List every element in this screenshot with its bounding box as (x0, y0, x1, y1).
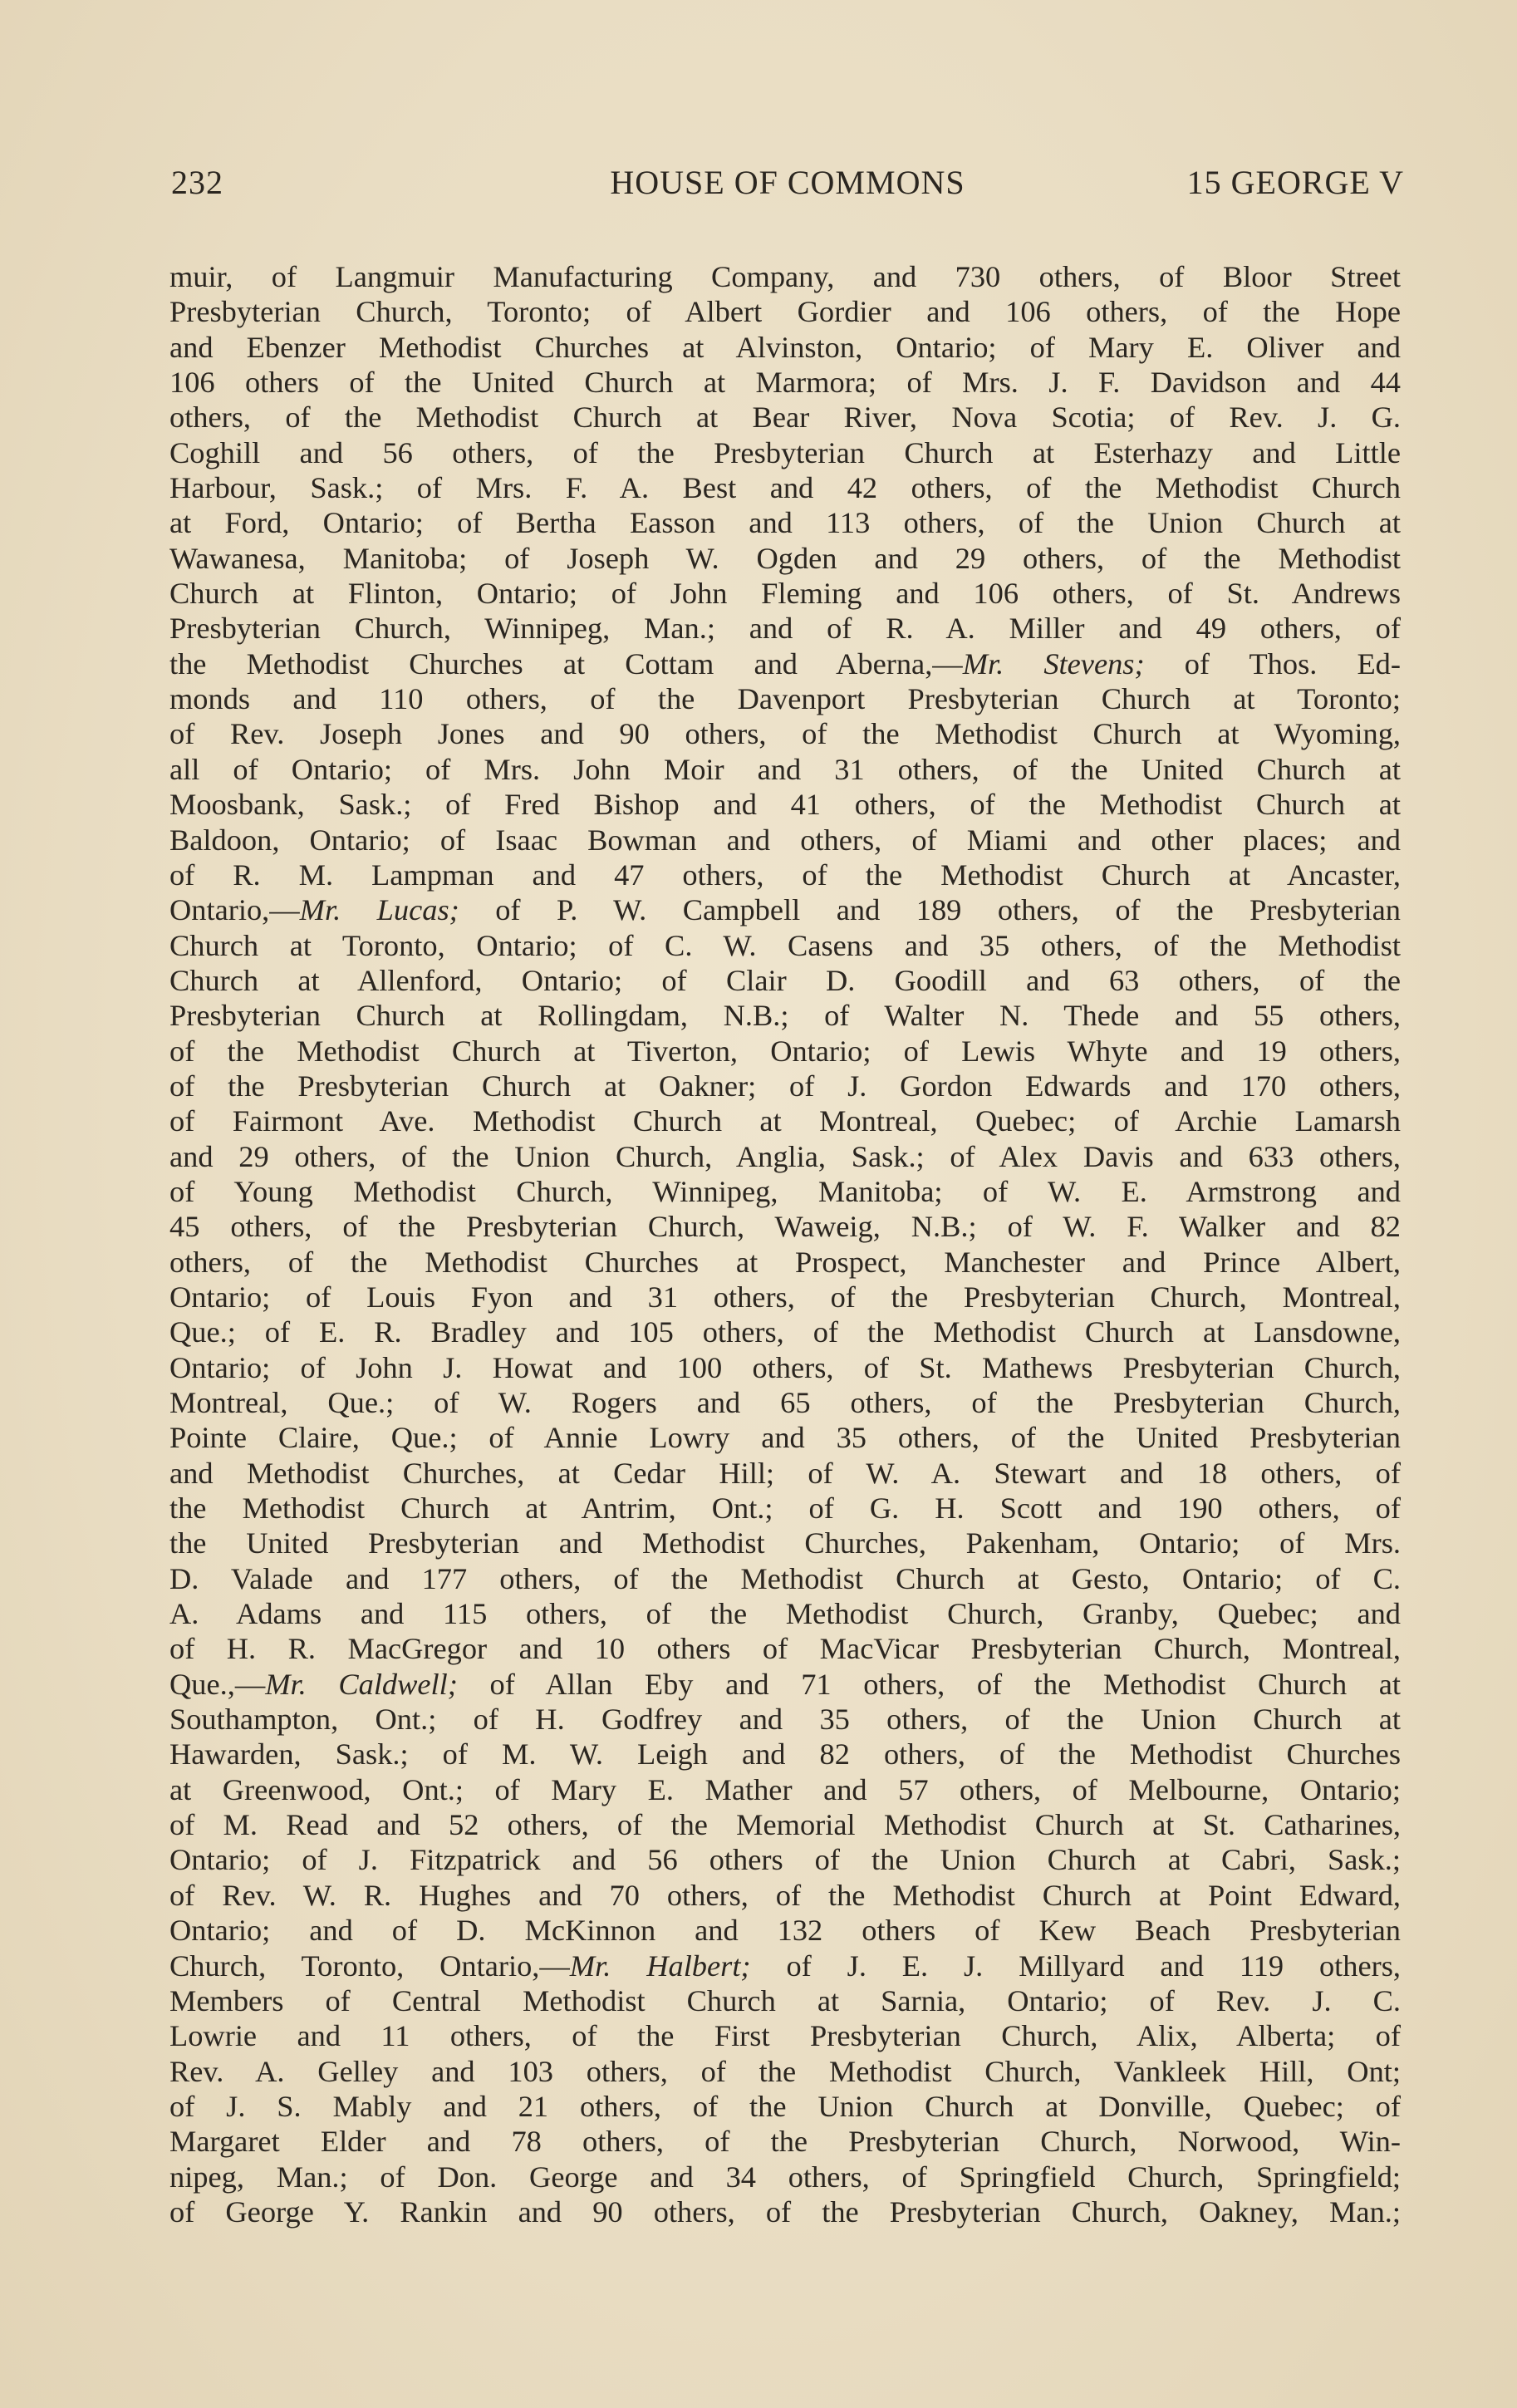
regnal-year: 15 GEORGE V (1186, 164, 1404, 201)
text-line (169, 1983, 1401, 2018)
text-line (169, 1174, 1401, 1209)
text-segment: all of Ontario; of Mrs. John Moir and 31 others, of the United Church at (169, 752, 1401, 786)
text-segment: Wawanesa, Manitoba; of Joseph W. Ogden and 29 others, of the Methodist (169, 541, 1401, 575)
text-line (169, 1949, 1401, 1983)
text-line (169, 752, 1401, 787)
text-line (169, 435, 1401, 470)
text-segment: Moosbank, Sask.; of Fred Bishop and 41 others, of the Methodist Church at (169, 788, 1401, 822)
text-segment: Harbour, Sask.; of Mrs. F. A. Best and 42 others, of the Methodist Church (169, 471, 1401, 505)
text-line (169, 646, 1401, 681)
text-line (169, 963, 1401, 998)
text-segment: Members of Central Methodist Church at Sarnia, Ontario; of Rev. J. C. (169, 1983, 1401, 2017)
text-line (169, 1280, 1401, 1315)
text-line (169, 1772, 1401, 1807)
text-segment: at Greenwood, Ont.; of Mary E. Mather and 57 others, of Melbourne, Ontario; (169, 1772, 1401, 1806)
text-segment: others, of the Methodist Church at Bear River, Nova Scotia; of Rev. J. G. (169, 401, 1401, 435)
text-segment: A. Adams and 115 others, of the Methodist Church, Granby, Quebec; and (169, 1597, 1401, 1631)
member-name: Mr. Caldwell; (265, 1667, 458, 1701)
text-line (169, 1737, 1401, 1772)
text-segment: Southampton, Ont.; of H. Godfrey and 35 others, of the Union Church at (169, 1703, 1401, 1737)
text-segment: Church at Flinton, Ontario; of John Fleming and 106 others, of St. Andrews (169, 577, 1401, 611)
text-segment: Lowrie and 11 others, of the First Presbyterian Church, Alix, Alberta; of (169, 2019, 1401, 2053)
text-line (169, 716, 1401, 751)
text-line (169, 2124, 1401, 2159)
text-line (169, 330, 1401, 365)
text-segment: of H. R. MacGregor and 10 others of MacVicar Presbyterian Church, Montreal, (169, 1632, 1401, 1666)
text-line (169, 681, 1401, 716)
text-segment: of George Y. Rankin and 90 others, of the Presbyterian Church, Oakney, Man.; (169, 2194, 1401, 2229)
text-line (169, 2160, 1401, 2194)
text-line (169, 1385, 1401, 1420)
text-line (169, 1913, 1401, 1948)
text-line (169, 928, 1401, 963)
text-segment: Presbyterian Church at Rollingdam, N.B.; of Walter N. Thede and 55 others, (169, 999, 1401, 1033)
text-line (169, 1245, 1401, 1280)
text-segment: Presbyterian Church, Winnipeg, Man.; and of R. A. Miller and 49 others, of (169, 612, 1401, 646)
text-line (169, 787, 1401, 822)
text-line (169, 611, 1401, 646)
text-line (169, 1702, 1401, 1737)
text-segment: of P. W. Campbell and 189 others, of the Presbyterian (459, 893, 1401, 927)
text-segment: Ontario; of J. Fitzpatrick and 56 others of the Union Church at Cabri, Sask.; (169, 1843, 1401, 1877)
text-segment: of Allan Eby and 71 others, of the Methodist Church at (457, 1667, 1401, 1701)
text-segment: of Thos. Ed- (1144, 646, 1401, 681)
text-line (169, 576, 1401, 611)
member-name: Mr. Stevens; (962, 646, 1145, 681)
text-segment: the Methodist Church at Antrim, Ont.; of G. H. Scott and 190 others, of (169, 1491, 1401, 1526)
text-segment: 45 others, of the Presbyterian Church, Waweig, N.B.; of W. F. Walker and 82 (169, 1210, 1401, 1244)
text-segment: Hawarden, Sask.; of M. W. Leigh and 82 others, of the Methodist Churches (169, 1737, 1401, 1772)
text-segment: of Rev. W. R. Hughes and 70 others, of the Methodist Church at Point Edward, (169, 1878, 1401, 1912)
text-segment: of Young Methodist Church, Winnipeg, Manitoba; of W. E. Armstrong and (169, 1174, 1401, 1208)
text-segment: of the Presbyterian Church at Oakner; of J. Gordon Edwards and 170 others, (169, 1069, 1401, 1103)
text-line (169, 1878, 1401, 1913)
text-line (169, 1069, 1401, 1103)
text-segment: and Ebenzer Methodist Churches at Alvinston, Ontario; of Mary E. Oliver and (169, 330, 1401, 364)
text-line (169, 1139, 1401, 1174)
text-line (169, 259, 1401, 294)
text-line (169, 858, 1401, 892)
text-line (169, 2018, 1401, 2053)
text-segment: nipeg, Man.; of Don. George and 34 others, of Springfield Church, Springfield; (169, 2160, 1401, 2194)
text-segment: monds and 110 others, of the Davenport Presbyterian Church at Toronto; (169, 682, 1401, 716)
text-line (169, 365, 1401, 400)
text-line (169, 400, 1401, 435)
text-segment: and 29 others, of the Union Church, Anglia, Sask.; of Alex Davis and 633 others, (169, 1139, 1401, 1173)
page-number: 232 (171, 164, 223, 201)
text-segment: of R. M. Lampman and 47 others, of the Methodist Church at Ancaster, (169, 858, 1401, 892)
text-line (169, 1807, 1401, 1842)
text-segment: Presbyterian Church, Toronto; of Albert Gordier and 106 others, of the Hope (169, 295, 1401, 329)
text-segment: Montreal, Que.; of W. Rogers and 65 others, of the Presbyterian Church, (169, 1386, 1401, 1419)
text-segment: Ontario; and of D. McKinnon and 132 others of Kew Beach Presbyterian (169, 1914, 1401, 1948)
text-line (169, 2089, 1401, 2124)
text-line (169, 2054, 1401, 2089)
text-line (169, 1491, 1401, 1526)
text-line (169, 1667, 1401, 1702)
text-segment: others, of the Methodist Churches at Prospect, Manchester and Prince Albert, (169, 1245, 1401, 1279)
text-line (169, 505, 1401, 540)
text-segment: at Ford, Ontario; of Bertha Easson and 113 others, of the Union Church at (169, 506, 1401, 540)
text-segment: Rev. A. Gelley and 103 others, of the Methodist Church, Vankleek Hill, Ont; (169, 2054, 1401, 2088)
text-segment: muir, of Langmuir Manufacturing Company, and 730 others, of Bloor Street (169, 260, 1401, 293)
text-segment: the Methodist Churches at Cottam and Aberna,— (169, 646, 963, 681)
text-line (169, 892, 1401, 927)
text-segment: of M. Read and 52 others, of the Memorial Methodist Church at St. Catharines, (169, 1808, 1401, 1842)
text-segment: Que.; of E. R. Bradley and 105 others, of the Methodist Church at Lansdowne, (169, 1315, 1401, 1349)
text-segment: Ontario; of Louis Fyon and 31 others, of the Presbyterian Church, Montreal, (169, 1280, 1401, 1314)
member-name: Mr. Lucas; (299, 893, 459, 927)
text-line (169, 1631, 1401, 1666)
text-line (169, 1209, 1401, 1244)
text-line (169, 1456, 1401, 1491)
running-head (171, 163, 1404, 206)
text-line (169, 1561, 1401, 1596)
text-segment: of the Methodist Church at Tiverton, Ontario; of Lewis Whyte and 19 others, (169, 1034, 1401, 1068)
text-segment: Church at Allenford, Ontario; of Clair D. Goodill and 63 others, of the (169, 963, 1401, 997)
text-segment: Que.,— (169, 1667, 266, 1701)
text-line (169, 541, 1401, 576)
text-segment: Church at Toronto, Ontario; of C. W. Casens and 35 others, of the Methodist (169, 928, 1401, 962)
text-segment: Margaret Elder and 78 others, of the Presbyterian Church, Norwood, Win- (169, 2125, 1401, 2159)
text-line (169, 1034, 1401, 1069)
text-line (169, 823, 1401, 858)
text-line (169, 1350, 1401, 1385)
text-segment: Pointe Claire, Que.; of Annie Lowry and 35 others, of the United Presbyterian (169, 1421, 1401, 1455)
text-segment: 106 others of the United Church at Marmora; of Mrs. J. F. Davidson and 44 (169, 366, 1401, 400)
petition-list-paragraph (169, 259, 1401, 2229)
text-segment: Coghill and 56 others, of the Presbyterian Church at Esterhazy and Little (169, 435, 1401, 469)
text-line (169, 1420, 1401, 1455)
text-line (169, 470, 1401, 505)
text-segment: the United Presbyterian and Methodist Churches, Pakenham, Ontario; of Mrs. (169, 1526, 1401, 1560)
member-name: Mr. Halbert; (569, 1949, 751, 1983)
text-segment: Ontario; of John J. Howat and 100 others, of St. Mathews Presbyterian Church, (169, 1350, 1401, 1384)
text-line (169, 2194, 1401, 2229)
text-segment: of J. S. Mably and 21 others, of the Union Church at Donville, Quebec; of (169, 2089, 1401, 2123)
text-line (169, 294, 1401, 329)
text-segment: of Rev. Joseph Jones and 90 others, of the Methodist Church at Wyoming, (169, 717, 1401, 751)
text-segment: Ontario,— (169, 893, 300, 927)
text-line (169, 998, 1401, 1033)
text-line (169, 1842, 1401, 1877)
text-line (169, 1526, 1401, 1560)
text-segment: D. Valade and 177 others, of the Methodist Church at Gesto, Ontario; of C. (169, 1561, 1401, 1595)
running-title: HOUSE OF COMMONS (610, 164, 965, 201)
text-line (169, 1103, 1401, 1138)
text-segment: Baldoon, Ontario; of Isaac Bowman and others, of Miami and other places; and (169, 823, 1401, 857)
text-segment: of Fairmont Ave. Methodist Church at Montreal, Quebec; of Archie Lamarsh (169, 1104, 1401, 1138)
text-line (169, 1596, 1401, 1631)
text-segment: and Methodist Churches, at Cedar Hill; of W. A. Stewart and 18 others, of (169, 1456, 1401, 1490)
text-line (169, 1315, 1401, 1349)
text-segment: Church, Toronto, Ontario,— (169, 1949, 570, 1983)
text-segment: of J. E. J. Millyard and 119 others, (750, 1949, 1401, 1983)
